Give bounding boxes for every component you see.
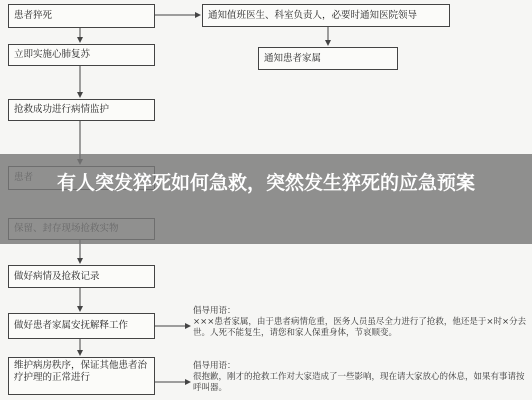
- node-cpr: 立即实施心肺复苏: [8, 44, 155, 66]
- note-2-text: 很抱歉，刚才的抢救工作对大家造成了一些影响，现在请大家放心的休息，如果有事请按呼叫器。: [193, 372, 525, 393]
- node-notify-family: 通知患者家属: [258, 47, 398, 70]
- node-start: 患者猝死: [8, 4, 155, 28]
- node-notify-leaders: 通知值班医生、科室负责人，必要时通知医院领导: [202, 4, 450, 27]
- note-2: [193, 361, 527, 394]
- note-1: [193, 306, 527, 339]
- note-1-text: ×××患者家属，由于患者病情危重，医务人员虽尽全力进行了抢救，他还是于×时×分去世。人死不能复生，请您和家人保重身体，节哀顺变。: [193, 317, 527, 338]
- node-explain: 做好患者家属安抚解释工作: [8, 313, 155, 339]
- node-monitor: 抢救成功进行病情监护: [8, 99, 155, 121]
- note-2-title: 倡导用语：: [193, 361, 236, 371]
- node-record: 做好病情及抢救记录: [8, 265, 155, 288]
- banner-title: 有人突发猝死如何急救，突然发生猝死的应急预案: [56, 172, 475, 194]
- node-maintain: 维护病房秩序，保证其他患者治疗护理的正常进行: [8, 357, 155, 395]
- note-1-title: 倡导用语：: [193, 306, 236, 316]
